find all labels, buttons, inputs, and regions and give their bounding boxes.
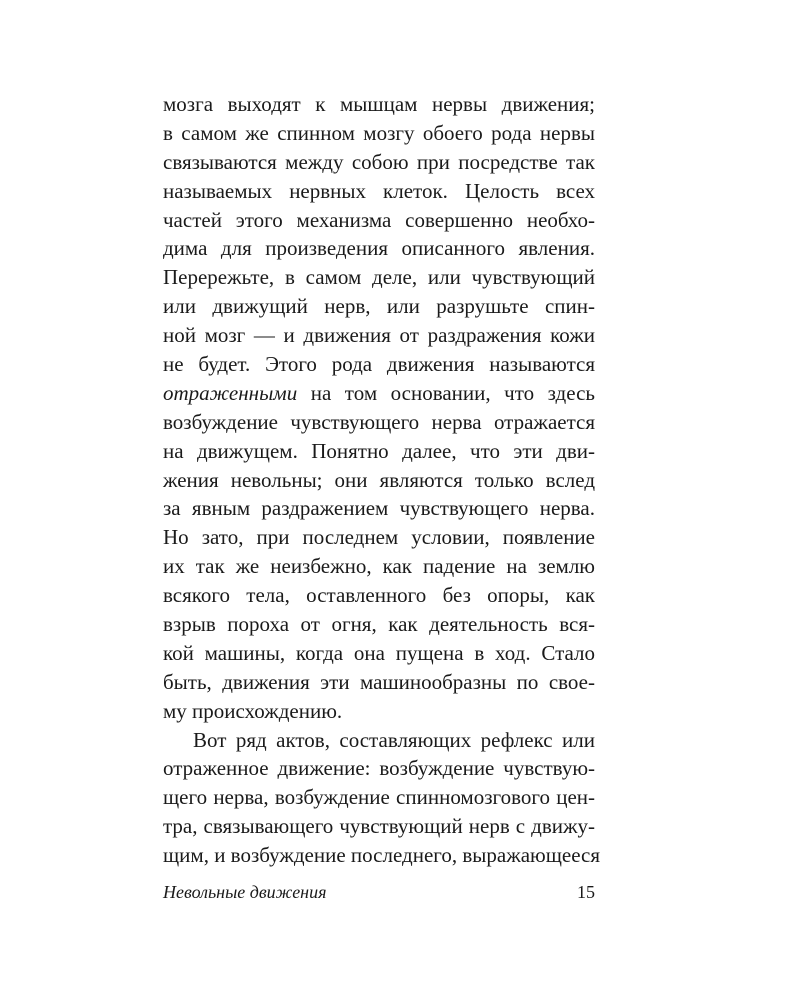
text-line: дима для произведения описанного явления. [163,236,595,261]
text-line: связываются между собою при посредстве так [163,149,595,174]
running-title: Невольные движения [163,882,327,902]
text-line: быть, движения эти машинообразны по свое- [163,669,595,694]
body-text [163,90,601,870]
text-line: щего нерва, возбуждение спинномозгового цен- [163,785,595,810]
text-line: их так же неизбежно, как падение на землю [163,554,595,579]
text-line: взрыв пороха от огня, как деятельность вся- [163,612,595,637]
text-line: возбуждение чувствующего нерва отражается [163,409,595,434]
text-line [163,379,595,408]
text-line: за явным раздражением чувствующего нерва. [163,496,595,521]
text-line: му происхождению. [163,698,343,723]
text-line: всякого тела, оставленного без опоры, как [163,583,595,608]
page-number: 15 [577,882,595,902]
text-line: кой машины, когда она пущена в ход. Стало [163,640,595,665]
text-line: ной мозг — и движения от раздражения кожи [163,323,595,348]
text-line: жения невольны; они являются только вслед [163,467,595,492]
text-line-rest: на том основании, что здесь [297,380,595,405]
italic-term: отраженными [163,380,298,405]
text-line: тра, связывающего чувствующий нерв с движу- [163,814,595,839]
paragraph [163,90,595,726]
text-line: в самом же спинном мозгу обоего рода нервы [163,120,595,145]
text-line: мозга выходят к мышцам нервы движения; [163,92,595,116]
text-line: частей этого механизма совершенно необхо- [163,207,595,232]
page-footer [163,880,595,904]
text-line: Но зато, при последнем условии, появление [163,525,595,550]
text-line: или движущий нерв, или разрушьте спин- [163,294,595,319]
paragraph [163,726,601,870]
text-line: отраженное движение: возбуждение чувствую- [163,756,595,781]
text-line: не будет. Этого рода движения называются [163,352,595,377]
text-line: щим, и возбуждение последнего, выражающееся [163,843,601,868]
text-line: Вот ряд актов, составляющих рефлекс или [193,727,595,752]
text-line: называемых нервных клеток. Целость всех [163,178,595,203]
text-line: на движущем. Понятно далее, что эти дви- [163,438,595,463]
text-line: Перережьте, в самом деле, или чувствующий [163,265,595,290]
